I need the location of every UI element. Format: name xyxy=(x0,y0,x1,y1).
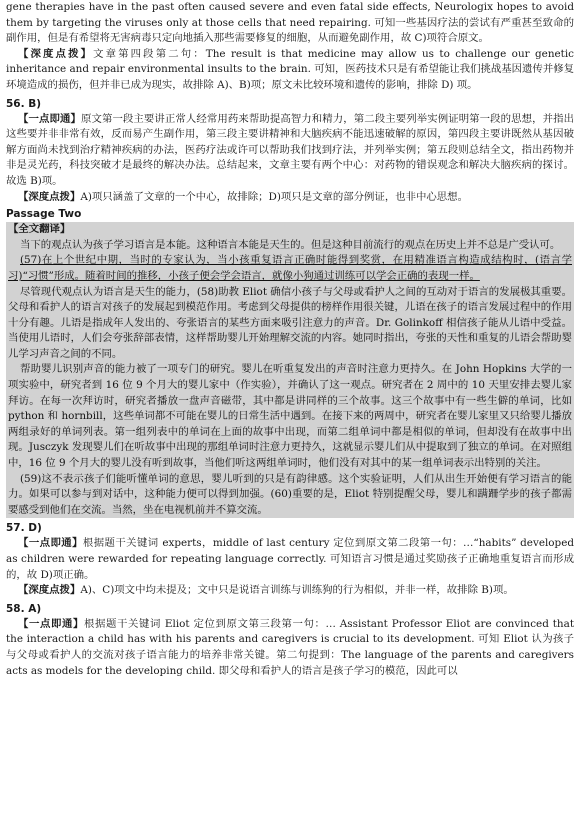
q56-deep-tip-text: A)项只涵盖了文章的一个中心，故排除；D)项只是文章的部分例证，也非中心思想。 xyxy=(80,190,468,203)
q57-explanation-text: 根据题干关键词 experts，middle of last century 定位到原文第二段第一句：…“habits” developed as children were rewarded for repeating language correctly. 可知语言习惯是通过奖励孩子正确地重复语言而形成的，故 D)项正确。 xyxy=(6,537,575,581)
translation-paragraph: 当下的观点认为孩子学习语言是本能。这种语言本能是天生的。但是这种目前流行的观点在历史上并不总是广受认可。 xyxy=(20,238,561,251)
q56-explanation-text: 原文第一段主要讲正常人经常用药来帮助提高智力和精力，第二段主要列举实例证明第一段的思想，并指出这些要并非非常有效，反而易产生副作用，第三段主要讲精神和大脑疾病不能迅速破解的原因，第四段主要讲既然从基因破解方面尚未找到治疗精神疾病的办法，医药疗法或许可以帮助我们找到疗法，并列举实例；第五段则总结全文，指出药物并非是灵光药，科技突破才是最终的解决办法。总结起来，文章主要有两个中心：对药物的错误观念和解决大脑疾病的探讨。故选 B)项。 xyxy=(6,112,575,187)
deep-tip-tag: 【深度点拨】 xyxy=(18,584,81,597)
translation-box xyxy=(6,222,574,518)
translation-paragraph: (59)这不表示孩子们能听懂单词的意思，婴儿听到的只是有韵律感。这个实验证明，人们从出生开始便有学习语言的能力。如果可以参与到对话中，这种能力便可以得到加强。(60)重要的是，Eliot 特别提醒父母，婴儿和蹒跚学步的孩子都需要感受到他们在交流。当然，坐在电视机前并不算交流。 xyxy=(8,472,572,516)
q57-deep-tip xyxy=(6,583,574,599)
deep-tip-tag: 【深度点拨】 xyxy=(18,47,94,60)
q57-deep-tip-text: A)、C)项文中均未提及；文中只是说语言训练与训练狗的行为相似，并非一样，故排除 B)项。 xyxy=(80,584,514,597)
q56-deep-tip xyxy=(6,190,574,206)
quick-tip-tag: 【一点即通】 xyxy=(18,617,84,630)
q58-explanation-text: 根据题干关键词 Eliot 定位到原文第三段第一句：… Assistant Professor Eliot are convinced that the interaction a child has with his parents and caregivers is crucial to its development. 可知 Eliot 认为孩子与父母或看护人的交流对孩子语言能力的培养非常关键。第二句提到：The language of the parents and caregivers acts as models for the developing child. 即父母和看护人的语言是孩子学习的模范，因此可以 xyxy=(6,617,574,677)
q56-explanation xyxy=(6,112,574,190)
q55-explanation-continued: gene therapies have in the past often caused severe and even fatal side effects, Neurologix hopes to avoid them by targeting the viruses only at those cells that need repairing. 可知一些基因疗法的尝试有严重甚至致命的副作用，但是有希望将无害病毒只定向地插入那些需要修复的细胞，从而避免副作用，故 C)项符合原文。 xyxy=(6,1,574,45)
q55-deep-tip xyxy=(6,47,574,94)
translation-heading: 【全文翻译】 xyxy=(8,223,71,236)
q55-deep-tip-text: 文章第四段第二句：The result is that medicine may allow us to challenge our genetic inheritance and repair environmental insults to the brain. 可知，医药技术只是有希望能让我们挑战基因遗传并修复环境造成的损伤，但并非已成为现实，故排除 A)、B)项；原文未比较环境和遗传的影响，排除 D) 项。 xyxy=(6,47,574,91)
q56-answer: 56. B) xyxy=(6,97,42,110)
passage-title: Passage Two xyxy=(6,208,82,221)
q57-explanation xyxy=(6,536,574,583)
translation-paragraph: 尽管现代观点认为语言是天生的能力，(58)助教 Eliot 确信小孩子与父母或看护人之间的互动对于语言的发展极其重要。父母和看护人的语言对孩子的发展起到模范作用。考虑到父母提供的榜样作用很关键，儿语在孩子的语言发展过程中的作用十分有趣。儿语是指成年人发出的、夸张语言的某些方面来吸引注意力的声音。Dr. Golinkoff 相信孩子能从儿语中受益。当使用儿语时，人们会夸张辞部表情，这样帮助婴儿开始理解交流的内容。她同时指出，夸张的天性和重复的儿语会帮助婴儿学习声音之间的不同。 xyxy=(8,285,572,360)
translation-paragraph: (57)在上个世纪中期，当时的专家认为，当小孩重复语言正确时能得到奖赏，在用精准语言构造成结构时，(语言学习)“习惯”形成。随着时间的推移，小孩子便会学会语言，就像小狗通过训练可以学会正确的表现一样。 xyxy=(8,254,572,282)
deep-tip-tag: 【深度点拨】 xyxy=(18,190,81,203)
quick-tip-tag: 【一点即通】 xyxy=(18,112,81,125)
q58-answer: 58. A) xyxy=(6,602,42,615)
translation-paragraph: 帮助婴儿识别声音的能力被了一项专门的研究。婴儿在听重复发出的声音时注意力更持久。在 John Hopkins 大学的一项实验中，研究者到 16 位 9 个月大的婴儿家中（作实验），并确认了这一观点。研究者在 2 周中的 10 天里安排去婴儿家拜访。在每一次拜访时，研究者播放一盘声音磁带，其中都是讲同样的三个故事。这三个故事中有一些生僻的单词，比如 python 和 hornbill，这些单词都不可能在婴儿的日常生活中遇到。在接下来的两周中，研究者在婴儿家里又只给婴儿播放两组录好的单词列表。第一组列表中的单词在上面的故事中出现，而第二组单词中都是相似的单词，但却没有在故事中出现。Jusczyk 发现婴儿们在听故事中出现的那组单词时注意力更持久，这就显示婴儿们从中提取到了独立的单词。在对照组中，16 位 9 个月大的婴儿没有听到故事，当他们听这两组单词时，他们没有对其中的某一组单词表示出特别的关注。 xyxy=(8,363,572,470)
q58-explanation xyxy=(6,617,574,679)
quick-tip-tag: 【一点即通】 xyxy=(18,537,83,550)
q57-answer: 57. D) xyxy=(6,522,42,535)
